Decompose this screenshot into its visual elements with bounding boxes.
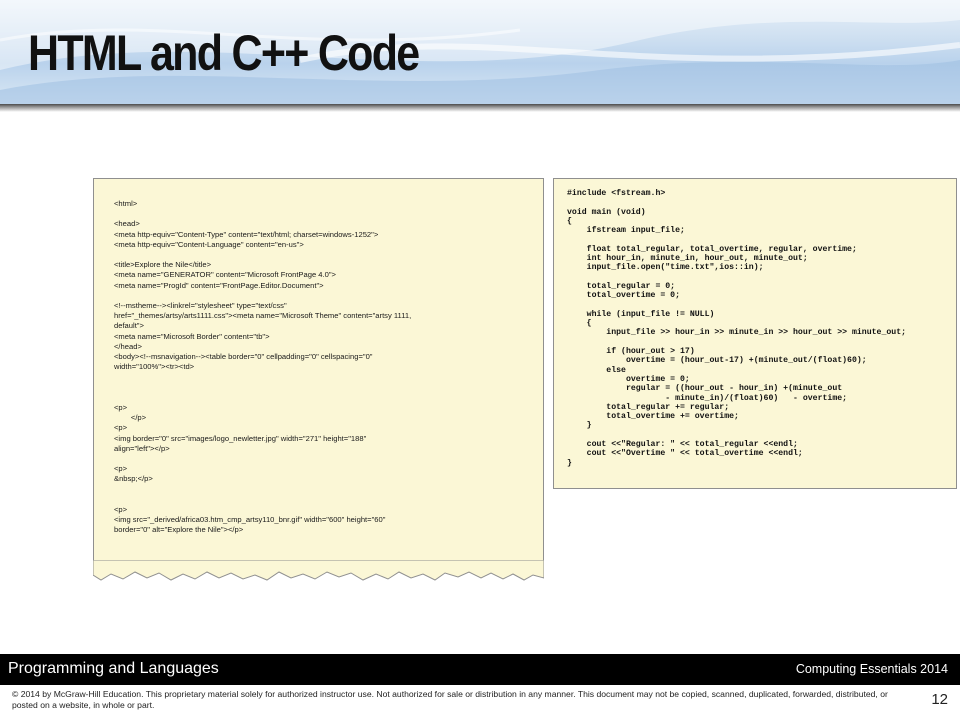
code-line (567, 301, 952, 310)
code-line (567, 273, 952, 282)
code-line: &nbsp;</p> (114, 474, 153, 484)
code-line (114, 209, 535, 219)
slide-title: HTML and C++ Code (28, 25, 419, 81)
code-line: - minute_in)/(float)60) - overtime; (567, 393, 848, 403)
code-line: href="_themes/artsy/arts1111.css"><meta name="Microsoft Theme" content="artsy 1111, (114, 311, 412, 321)
code-line: <p> (114, 504, 128, 514)
html-code-panel (93, 178, 544, 573)
code-line: <meta http-equiv="Content-Type" content="text/html; charset=windows-1252"> (114, 229, 379, 239)
code-line: align="left"></p> (114, 443, 170, 453)
code-line: <p> (114, 464, 128, 474)
code-line: overtime = 0; (567, 374, 690, 384)
code-line: total_regular += regular; (567, 402, 730, 412)
code-line (114, 372, 535, 382)
code-line: <img border="0" src="images/logo_newletter.jpg" width="271" height="188" (114, 433, 367, 443)
code-line (114, 250, 535, 260)
page-number: 12 (931, 691, 948, 708)
code-line: <p> (114, 423, 128, 433)
code-line (114, 291, 535, 301)
code-line: total_overtime += overtime; (567, 412, 739, 422)
code-line: input_file.open("time.txt",ios::in); (567, 263, 764, 273)
code-line: total_regular = 0; (567, 281, 676, 291)
code-line: <meta name="GENERATOR" content="Microsoft FrontPage 4.0"> (114, 270, 336, 280)
code-line: } (567, 458, 572, 468)
code-line (114, 383, 535, 393)
code-line (114, 454, 535, 464)
code-line: <title>Explore the Nile</title> (114, 260, 212, 270)
html-code-listing (114, 199, 535, 536)
code-line: <!--mstheme--><linkrel="stylesheet" type="text/css" (114, 300, 287, 310)
code-line: regular = ((hour_out - hour_in) +(minute_out (567, 384, 843, 394)
cpp-code-listing (567, 189, 952, 468)
code-line: overtime = (hour_out-17) +(minute_out/(float)60); (567, 356, 867, 366)
code-line (114, 393, 535, 403)
footer-course-title: Programming and Languages (8, 660, 219, 677)
code-line: } (567, 421, 592, 431)
code-line (567, 431, 952, 440)
code-line (567, 198, 952, 207)
code-line: while (input_file != NULL) (567, 309, 715, 319)
code-line: void main (void) (567, 207, 646, 217)
code-line (114, 495, 535, 505)
code-line: border="0" alt="Explore the Nile"></p> (114, 525, 244, 535)
code-line: </p> (114, 413, 147, 423)
code-line: #include <fstream.h> (567, 189, 666, 198)
code-line: <meta http-equiv="Content-Language" content="en-us"> (114, 239, 304, 249)
cpp-code-panel (553, 178, 957, 489)
footer-bar (0, 654, 960, 685)
code-line: cout <<"Overtime " << total_overtime <<endl; (567, 449, 803, 459)
banner-shadow (0, 104, 960, 112)
code-line: int hour_in, minute_in, hour_out, minute_out; (567, 254, 808, 264)
code-line: </head> (114, 341, 142, 351)
torn-edge-decoration (93, 560, 544, 586)
code-line: <meta name="Microsoft Border" content="tb"> (114, 331, 270, 341)
code-line: width="100%"><tr><td> (114, 362, 195, 372)
code-line: cout <<"Regular: " << total_regular <<endl; (567, 440, 798, 450)
code-line: if (hour_out > 17) (567, 347, 695, 357)
code-line: else (567, 365, 626, 375)
code-line: default"> (114, 321, 144, 331)
code-line: { (567, 319, 592, 329)
code-line: <meta name="ProgId" content="FrontPage.Editor.Document"> (114, 280, 324, 290)
code-line: <body><!--msnavigation--><table border="0" cellpadding="0" cellspacing="0" (114, 352, 373, 361)
code-line: <p> (114, 402, 128, 412)
title-banner (0, 0, 960, 106)
code-line (114, 485, 535, 495)
copyright-notice: © 2014 by McGraw-Hill Education. This proprietary material solely for authorized instructor use. Not authorized for sale or distribution in any manner. This document may not be copied, scanned, duplicated, forwarded, distributed, or posted on a website, in whole or part. (12, 689, 888, 710)
code-line: float total_regular, total_overtime, regular, overtime; (567, 244, 857, 254)
code-line (567, 338, 952, 347)
code-line: <head> (114, 219, 140, 229)
footer-book-title: Computing Essentials 2014 (795, 662, 948, 676)
code-line: input_file >> hour_in >> minute_in >> hour_out >> minute_out; (567, 328, 907, 338)
code-line: ifstream input_file; (567, 226, 685, 236)
code-line (567, 235, 952, 244)
code-line: <html> (114, 199, 138, 208)
code-line: <img src="_derived/africa03.htm_cmp_artsy110_bnr.gif" width="600" height="60" (114, 515, 386, 525)
code-line: { (567, 216, 572, 226)
code-line: total_overtime = 0; (567, 291, 681, 301)
